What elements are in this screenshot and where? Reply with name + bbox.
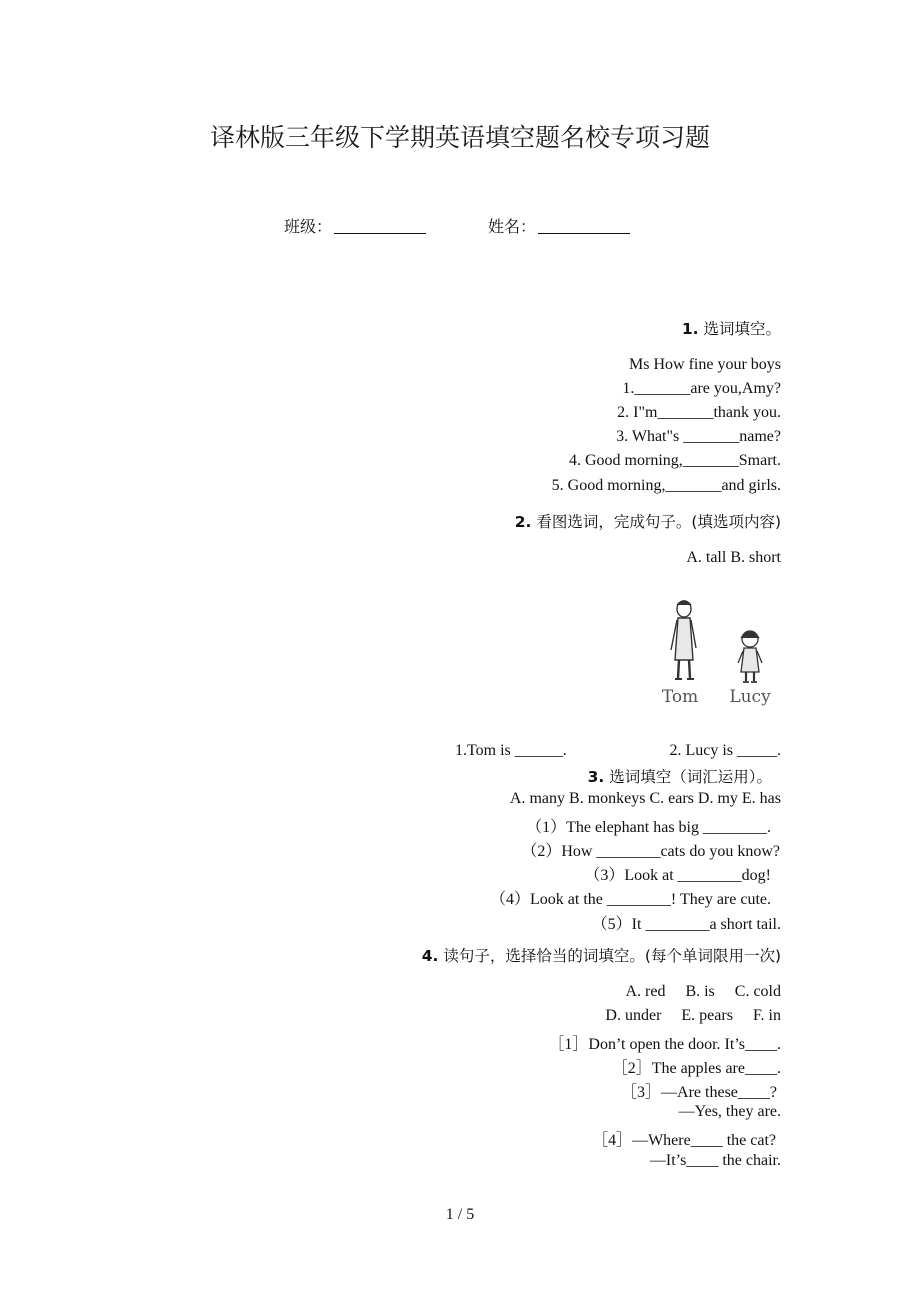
- section3-heading-text: 选词填空（词汇运用）。: [609, 768, 772, 786]
- section4-item-2: ［2］The apples are____.: [611, 1060, 781, 1077]
- tom-figure: [671, 601, 696, 679]
- class-field: [284, 214, 426, 237]
- section4-item-1: ［1］Don’t open the door. It’s____.: [548, 1036, 781, 1053]
- section3-options: A. many B. monkeys C. ears D. my E. has: [509, 790, 781, 807]
- section4-item-3-answer: —Yes, they are.: [678, 1103, 781, 1120]
- section2-item-2: 2. Lucy is _____.: [669, 742, 781, 759]
- section3-item-4: （4）Look at the ________! They are cute.: [490, 891, 771, 908]
- page-number: 1 / 5: [445, 1206, 475, 1223]
- tom-label: Tom: [661, 687, 699, 707]
- section2-heading-text: 看图选词，完成句子。(填选项内容): [536, 513, 781, 531]
- section1-item-2: 2. I"m_______thank you.: [617, 404, 781, 421]
- page-title: 译林版三年级下学期英语填空题名校专项习题: [209, 123, 710, 152]
- name-field: [488, 214, 630, 237]
- section1-item-3: 3. What"s _______name?: [616, 428, 781, 445]
- section2-heading: [515, 510, 781, 532]
- section2-item-1: 1.Tom is ______.: [455, 742, 567, 759]
- section3-number: 3.: [587, 768, 605, 786]
- name-blank-line: [538, 233, 630, 234]
- section1-heading-text: 选词填空。: [703, 320, 781, 338]
- section1-number: 1.: [681, 320, 699, 338]
- class-label: 班级：: [284, 217, 333, 236]
- section4-item-3: ［3］—Are these____?: [621, 1084, 777, 1101]
- section4-number: 4.: [421, 947, 439, 965]
- section4-options-row1: A. red B. is C. cold: [625, 983, 781, 1000]
- section1-item-5: 5. Good morning,_______and girls.: [551, 477, 781, 494]
- section1-heading: [682, 317, 781, 339]
- section4-item-4-answer: —It’s____ the chair.: [649, 1152, 781, 1169]
- section2-options: A. tall B. short: [686, 549, 781, 566]
- section1-item-4: 4. Good morning,_______Smart.: [569, 452, 781, 469]
- name-label: 姓名：: [488, 217, 537, 236]
- section3-item-5: （5）It ________a short tail.: [591, 916, 781, 933]
- lucy-figure: [738, 631, 762, 682]
- tom-lucy-illustration: [652, 598, 784, 710]
- section4-heading: [422, 944, 781, 966]
- section3-heading: [588, 765, 772, 787]
- section3-item-3: （3）Look at ________dog!: [584, 867, 771, 884]
- section2-number: 2.: [514, 513, 532, 531]
- section3-item-2: （2）How ________cats do you know?: [521, 843, 780, 860]
- section1-item-1: 1._______are you,Amy?: [622, 380, 781, 397]
- section4-options-row2: D. under E. pears F. in: [605, 1007, 781, 1024]
- section4-item-4: ［4］—Where____ the cat?: [592, 1132, 776, 1149]
- lucy-label: Lucy: [729, 687, 771, 707]
- section3-item-1: （1）The elephant has big ________.: [526, 819, 771, 836]
- class-blank-line: [334, 233, 426, 234]
- section4-heading-text: 读句子，选择恰当的词填空。(每个单词限用一次): [443, 947, 781, 965]
- section1-options: Ms How fine your boys: [629, 356, 781, 373]
